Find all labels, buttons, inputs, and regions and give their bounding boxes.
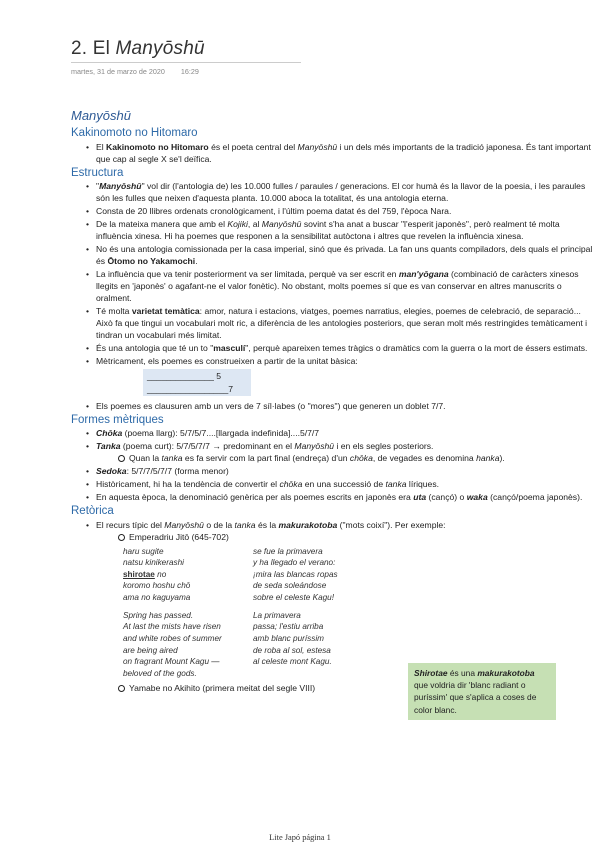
list-item: • És una antologia que té un to "masculí", perquè apareixen temes tràgics o dramàtics com la guerra o la mort de éssers estimats. (86, 342, 597, 354)
list-item: • Consta de 20 llibres ordenats cronològicament, i l'últim poema datat és del 759, l'època Nara. (86, 205, 597, 217)
sub-list-item: Quan la tanka es fa servir com la part final (endreça) d'un chōka, de vegades es denomina hanka). (117, 452, 597, 464)
list-item: • "Manyōshū" vol dir (l'antologia de) les 10.000 fulles / paraules / generacions. El cor humà és la llavor de la poesia, i les paraules són les fulles que neixen d'aquesta planta. 10.000 aboca la totalitat, és una antologia eterna. (86, 180, 597, 204)
section-heading-estructura: Estructura (71, 166, 124, 179)
side-note: Shirotae és una makurakotoba que voldria dir 'blanc radiant o puríssim' que s'aplica a coses de color blanc. (408, 663, 556, 720)
section-heading-formes: Formes mètriques (71, 413, 164, 426)
sub-list (117, 452, 597, 464)
page-time: 16:29 (180, 67, 199, 76)
estructura-list-end (86, 400, 597, 412)
list-item: • Sedoka: 5/7/7/5/7/7 (forma menor) (86, 465, 597, 477)
section-heading-retorica: Retòrica (71, 505, 114, 518)
formes-list (86, 427, 597, 503)
list-item: • Els poemes es clausuren amb un vers de 7 síl·labes (o "mores") que generen un doblet 7/7. (86, 400, 597, 412)
page-content (71, 107, 597, 695)
title-underline (71, 62, 301, 63)
list-item: • El recurs típic del Manyōshū o de la tanka és la makurakotoba ("mots coixí"). Per exemple: Emperadriu Jitō (645-702) (86, 519, 597, 543)
poem-japanese: haru sugite natsu kinikerashi shirotae no koromo hoshu chō ama no kaguyama (123, 546, 191, 603)
sub-list-item: Emperadriu Jitō (645-702) (117, 531, 597, 543)
page-meta (71, 67, 199, 77)
list-item: • No és una antologia comissionada per la casa imperial, sinó que és privada. La fan uns quants compiladors, dels quals el principal és Ōtomo no Yakamochi. (86, 243, 597, 267)
list-item: • Chōka (poema llarg): 5/7/5/7....[llargada indefinida]....5/7/7 (86, 427, 597, 439)
page-footer: Lite Japó página 1 (269, 833, 331, 842)
sub-list-item: Yamabe no Akihito (primera meitat del segle VIII) (117, 682, 597, 694)
poem-spanish: se fue la primavera y ha llegado el verano: ¡mira las blancas ropas de seda soleándose sobre el celeste Kagu! (253, 546, 338, 603)
list-item: • La influència que va tenir posteriorment va ser limitada, perquè va ser escrit en man'yōgana (combinació de caràcters xinesos llegits en 'japonès' o agafant-ne el valor fonètic). No obstant, molts poemes sí que es van conservar en altres manuscrits o oralment. (86, 268, 597, 304)
section-heading-kakinomoto: Kakinomoto no Hitomaro (71, 127, 198, 140)
list-item: • Tanka (poema curt): 5/7/5/7/7 → predominant en el Manyōshū i en els segles posteriors. Quan la tanka es fa servir com la part final (endreça) d'un chōka, de vegades es denomina hanka). (86, 440, 597, 464)
shirotae-word: shirotae (123, 569, 155, 579)
poem-block (123, 546, 363, 680)
list-item: • El Kakinomoto no Hitomaro és el poeta central del Manyōshū i un dels més importants de la tradició japonesa. És tant important que cap al segle X se'l deïfica. (86, 141, 597, 165)
list-item: • Mètricament, els poemes es construeixen a partir de la unitat bàsica: (86, 355, 597, 367)
page-date: martes, 31 de marzo de 2020 (71, 67, 165, 76)
list-item: • En aquesta època, la denominació genèrica per als poemes escrits en japonès era uta (cançó) o waka (cançó/poema japonès). (86, 491, 597, 503)
metric-line-5: ______________ 5 (147, 371, 222, 382)
sub-list (117, 531, 597, 543)
metric-unit-box (143, 369, 251, 395)
list-item: • Històricament, hi ha la tendència de convertir el chōka en una successió de tanka líriques. (86, 478, 597, 490)
main-heading: Manyōshū (71, 108, 131, 123)
estructura-list (86, 180, 597, 367)
page-title: 2. El Manyōshū (71, 38, 205, 59)
list-item: • Té molta varietat temàtica: amor, natura i estacions, viatges, poemes narratius, elegies, poemes de celebració, de separació... Això fa que tingui un vocabulari molt ric, a diferència de les antologies posteriors, que seran molt més restringides temàticament i tindran un vocabulari més limitat. (86, 305, 597, 341)
poem-english: Spring has passed. At last the mists have risen and white robes of summer are being aired on fragrant Mount Kagu — beloved of the gods. (123, 610, 222, 678)
list-item: • De la mateixa manera que amb el Kojiki, al Manyōshū sovint s'ha anat a buscar "l'esperit japonès", però realment té molta influència xinesa. Hi ha poemes que responen a la sensibilitat autòctona i altres que revelen la influència xinesa. (86, 218, 597, 242)
poem-catalan: La primavera passa; l'estiu arriba amb blanc puríssim de roba al sol, estesa al celeste mont Kagu. (253, 610, 332, 667)
retorica-list (86, 519, 597, 543)
metric-line-7: _________________7 (147, 383, 234, 394)
kakinomoto-list (86, 141, 597, 165)
